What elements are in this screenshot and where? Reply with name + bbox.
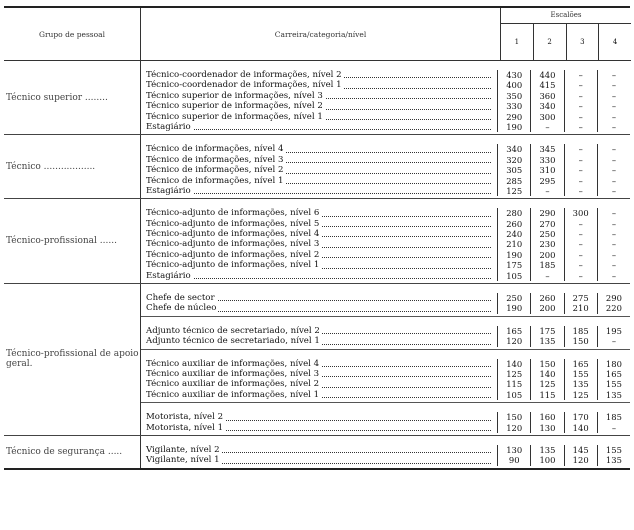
table-row [141,250,630,260]
group-rows [140,135,630,198]
escalao-value-1: 125 [497,186,530,196]
category-cell [141,293,497,303]
category-name: Adjunto técnico de secretariado, nível 2 [146,325,320,336]
escalao-value-1: 150 [497,412,530,422]
category-name: Técnico de informações, nível 4 [146,144,284,155]
category-name: Técnico-adjunto de informações, nível 4 [146,229,320,240]
category-name: Técnico-coordenador de informações, nível 1 [146,80,342,91]
table-row [141,112,630,122]
escalao-value-4: 195 [597,326,630,336]
table-row [141,101,630,111]
escalao-value-4: – [597,260,630,270]
personnel-group [4,61,630,135]
category-cell [141,144,497,154]
escalao-value-2: – [530,122,563,132]
subgroup [141,403,630,435]
category-cell [141,271,497,281]
escalao-value-2: 130 [530,423,563,433]
escalao-value-2: 290 [530,208,563,218]
escalao-value-4: – [597,176,630,186]
category-name: Técnico de informações, nível 1 [146,175,284,186]
category-name: Técnico auxiliar de informações, nível 2 [146,379,320,390]
group-rows [140,199,630,283]
escalao-value-2: 300 [530,112,563,122]
table-row [141,336,630,346]
escalao-value-3: – [564,271,597,281]
table-row [141,208,630,218]
escalao-value-2: 260 [530,293,563,303]
escalao-value-1: 90 [497,455,530,465]
escalao-value-1: 210 [497,239,530,249]
escalao-value-4: – [597,70,630,80]
escalao-value-1: 260 [497,219,530,229]
category-cell [141,239,497,249]
table-row [141,155,630,165]
escalao-value-1: 330 [497,101,530,111]
escalao-value-4: – [597,423,630,433]
category-name: Motorista, nível 1 [146,422,224,433]
escalao-value-3: 300 [564,208,597,218]
escalao-value-1: 140 [497,359,530,369]
escalao-value-4: 290 [597,293,630,303]
category-cell [141,326,497,336]
table-body [4,61,630,470]
escalao-value-1: 105 [497,271,530,281]
category-cell [141,423,497,433]
category-name: Estagiário [146,121,191,132]
escalao-value-3: – [564,91,597,101]
category-name: Técnico-adjunto de informações, nível 3 [146,239,320,250]
escalao-value-1: 125 [497,369,530,379]
dot-leader [146,129,491,130]
escalao-value-4: – [597,80,630,90]
table-row [141,260,630,270]
escalao-value-3: – [564,176,597,186]
escalao-value-1: 320 [497,155,530,165]
category-cell [141,186,497,196]
escalao-value-3: 150 [564,336,597,346]
group-rows [140,436,630,468]
table-row [141,445,630,455]
escalao-value-3: 125 [564,390,597,400]
escalao-value-3: 170 [564,412,597,422]
table-row [141,390,630,400]
header-carreira: Carreira/categoria/nível [140,8,500,61]
category-cell [141,260,497,270]
escalao-value-2: 200 [530,250,563,260]
category-name: Técnico-coordenador de informações, nível 2 [146,70,342,80]
category-name: Chefe de núcleo [146,303,217,314]
category-cell [141,176,497,186]
category-name: Técnico superior de informações, nível 3 [146,90,323,101]
escalao-value-1: 250 [497,293,530,303]
escalao-value-4: – [597,112,630,122]
escalao-value-4: – [597,91,630,101]
escalao-value-3: – [564,229,597,239]
table-row [141,80,630,90]
category-cell [141,303,497,313]
escalao-value-1: 290 [497,112,530,122]
category-name: Técnico-adjunto de informações, nível 2 [146,249,320,260]
escalao-col-3: 3 [566,24,599,60]
escalao-value-1: 190 [497,303,530,313]
escalao-value-2: – [530,186,563,196]
escalao-value-3: 135 [564,379,597,389]
header-grupo: Grupo de pessoal [4,8,140,61]
escalao-value-3: – [564,250,597,260]
category-cell [141,80,497,90]
escalao-value-3: – [564,155,597,165]
category-cell [141,379,497,389]
table-row [141,455,630,465]
category-name: Adjunto técnico de secretariado, nível 1 [146,336,320,347]
escalao-value-4: – [597,144,630,154]
escalao-value-3: – [564,144,597,154]
escalao-value-2: 270 [530,219,563,229]
table-row [141,326,630,336]
category-cell [141,229,497,239]
subgroup [141,317,630,350]
escalao-value-1: 430 [497,70,530,80]
group-label: Técnico superior ........ [6,92,108,103]
escalao-value-4: – [597,219,630,229]
table-row [141,303,630,313]
escalao-value-1: 190 [497,250,530,260]
escalao-value-3: 210 [564,303,597,313]
category-cell [141,369,497,379]
escalao-value-1: 120 [497,336,530,346]
escalao-value-3: – [564,165,597,175]
escalao-value-2: 185 [530,260,563,270]
subgroup [141,350,630,404]
escaloes-title: Escalões [501,8,631,24]
escalao-value-1: 190 [497,122,530,132]
escalao-value-1: 165 [497,326,530,336]
escalao-value-3: – [564,239,597,249]
escalao-value-2: 150 [530,359,563,369]
category-name: Técnico auxiliar de informações, nível 4 [146,358,320,369]
table-row [141,144,630,154]
category-name: Vigilante, nível 1 [146,455,220,466]
table-row [141,412,630,422]
escalao-value-3: 140 [564,423,597,433]
category-name: Técnico-adjunto de informações, nível 5 [146,218,320,229]
escalao-value-2: 330 [530,155,563,165]
escalao-value-1: 350 [497,91,530,101]
escalao-value-2: 440 [530,70,563,80]
escalao-value-4: 155 [597,445,630,455]
category-name: Técnico superior de informações, nível 2 [146,101,323,112]
escalao-value-2: 160 [530,412,563,422]
table-row [141,379,630,389]
escaloes-columns [501,24,631,60]
header-escaloes [500,8,631,61]
escalao-value-3: – [564,260,597,270]
category-name: Técnico-adjunto de informações, nível 6 [146,208,320,219]
category-cell [141,250,497,260]
personnel-group [4,199,630,284]
personnel-group [4,436,630,470]
table-row [141,176,630,186]
escalao-value-2: 125 [530,379,563,389]
category-name: Técnico de informações, nível 3 [146,154,284,165]
escalao-value-2: 340 [530,101,563,111]
group-label: Técnico .................. [6,161,96,172]
table-row [141,122,630,132]
escalao-value-3: 185 [564,326,597,336]
category-cell [141,390,497,400]
category-name: Estagiário [146,270,191,281]
category-cell [141,412,497,422]
category-cell [141,208,497,218]
subgroup [141,199,630,283]
group-label: Técnico de segurança ..... [6,446,123,457]
escalao-value-3: 120 [564,455,597,465]
escalao-value-3: 145 [564,445,597,455]
category-name: Técnico auxiliar de informações, nível 3 [146,368,320,379]
category-cell [141,336,497,346]
table-row [141,165,630,175]
category-name: Motorista, nível 2 [146,412,224,423]
category-cell [141,91,497,101]
escalao-value-4: 135 [597,390,630,400]
escalao-value-2: 135 [530,336,563,346]
escalao-value-2: – [530,271,563,281]
table-row [141,91,630,101]
escalao-value-3: – [564,219,597,229]
escalao-value-2: 360 [530,91,563,101]
escalao-value-3: – [564,122,597,132]
escalao-value-4: – [597,101,630,111]
category-name: Técnico superior de informações, nível 1 [146,111,323,122]
table-row [141,186,630,196]
escalao-value-1: 105 [497,390,530,400]
escalao-value-4: – [597,239,630,249]
escalao-value-3: – [564,186,597,196]
escalao-value-4: – [597,186,630,196]
escalao-value-4: – [597,271,630,281]
table-row [141,369,630,379]
escalao-value-1: 400 [497,80,530,90]
group-rows [140,61,630,134]
subgroup [141,135,630,198]
category-name: Técnico-adjunto de informações, nível 1 [146,260,320,271]
escalao-value-4: – [597,122,630,132]
group-rows [140,284,630,435]
category-name: Técnico de informações, nível 2 [146,165,284,176]
escalao-value-4: 180 [597,359,630,369]
escalao-value-1: 115 [497,379,530,389]
category-name: Chefe de sector [146,293,215,304]
dot-leader [146,278,491,279]
escalao-value-2: 250 [530,229,563,239]
escalao-value-2: 135 [530,445,563,455]
escalao-value-1: 120 [497,423,530,433]
table-row [141,293,630,303]
escalao-value-2: 310 [530,165,563,175]
escalao-value-2: 175 [530,326,563,336]
subgroup [141,284,630,317]
escalao-value-2: 100 [530,455,563,465]
table-row [141,423,630,433]
table-row [141,70,630,80]
category-name: Estagiário [146,185,191,196]
escalao-value-3: 275 [564,293,597,303]
escalao-value-4: – [597,250,630,260]
escalao-value-2: 140 [530,369,563,379]
escalao-value-4: 165 [597,369,630,379]
escalao-value-1: 340 [497,144,530,154]
escalao-value-3: 155 [564,369,597,379]
escalao-value-4: 155 [597,379,630,389]
category-cell [141,359,497,369]
escalao-value-3: – [564,101,597,111]
escalao-value-1: 285 [497,176,530,186]
category-cell [141,101,497,111]
escalao-col-1: 1 [514,38,520,46]
escalao-value-1: 280 [497,208,530,218]
table-row [141,229,630,239]
escalao-col-4: 4 [598,24,631,60]
escalao-value-4: – [597,229,630,239]
category-cell [141,122,497,132]
dot-leader [146,193,491,194]
escalao-value-1: 175 [497,260,530,270]
category-name: Vigilante, nível 2 [146,444,220,455]
category-cell [141,70,497,80]
personnel-group [4,135,630,199]
escalao-value-2: 230 [530,239,563,249]
escalao-value-1: 305 [497,165,530,175]
table-row [141,239,630,249]
escalao-value-1: 240 [497,229,530,239]
escalao-value-4: – [597,155,630,165]
category-cell [141,219,497,229]
escalao-value-4: – [597,165,630,175]
escalao-value-2: 345 [530,144,563,154]
category-cell [141,155,497,165]
category-cell [141,165,497,175]
escalao-value-3: – [564,112,597,122]
escalao-value-3: – [564,80,597,90]
group-label: Técnico-profissional ...... [6,236,117,247]
escalao-value-4: 135 [597,455,630,465]
escalao-value-4: 185 [597,412,630,422]
category-cell [141,112,497,122]
table-row [141,359,630,369]
table-row [141,219,630,229]
escalao-value-2: 295 [530,176,563,186]
escalao-value-3: – [564,70,597,80]
escalao-value-3: 165 [564,359,597,369]
subgroup [141,61,630,134]
category-cell [141,455,497,465]
escalao-value-4: – [597,208,630,218]
category-cell [141,445,497,455]
escalao-value-4: – [597,336,630,346]
personnel-group [4,284,630,436]
group-label: Técnico-profissional de apoio geral. [6,349,139,370]
escalao-value-2: 415 [530,80,563,90]
escalao-value-2: 200 [530,303,563,313]
subgroup [141,436,630,468]
table-row [141,271,630,281]
category-name: Técnico auxiliar de informações, nível 1 [146,389,320,400]
escalao-value-1: 130 [497,445,530,455]
escalao-value-4: 220 [597,303,630,313]
escalao-col-2: 2 [533,24,566,60]
escalao-value-2: 115 [530,390,563,400]
